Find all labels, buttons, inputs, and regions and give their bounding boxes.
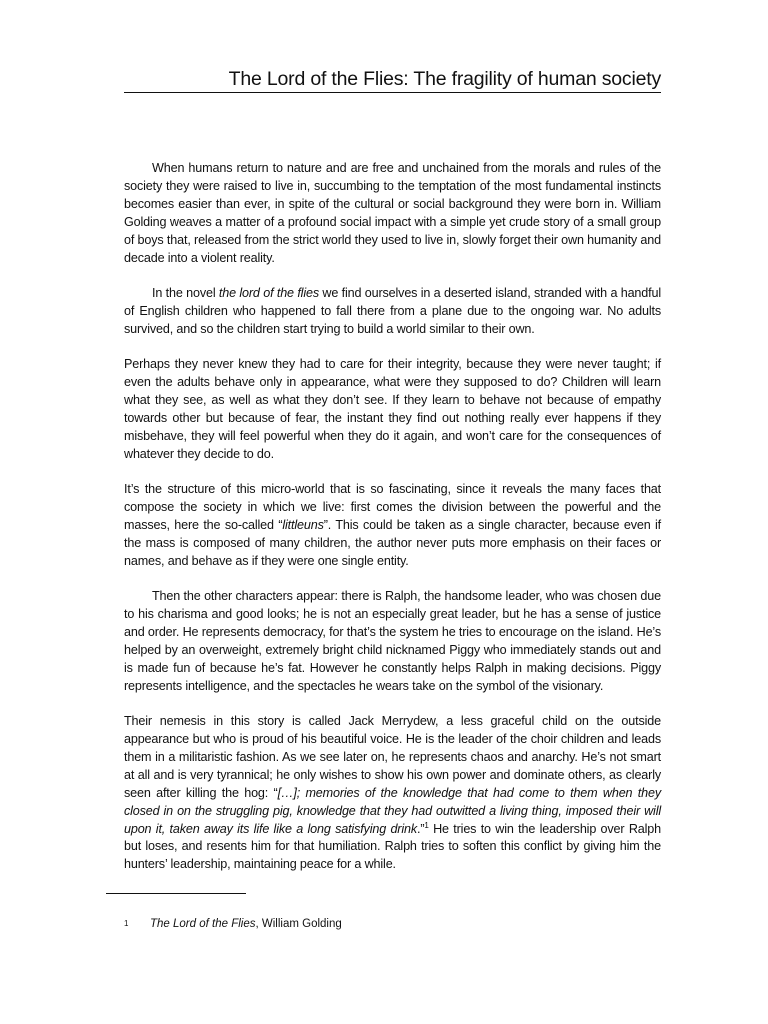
quotation-italic: […]; memories of the knowledge that had come to them when they closed in on the struggling pig, knowledge that they had outwitted a living thing, imposed their will upon it, taken away its life like a long satisfying drink [124, 785, 661, 836]
paragraph-2 [124, 285, 661, 339]
footnote-book-title: The Lord of the Flies [150, 918, 256, 930]
paragraph-4-rest: ”. This could be taken as a single character, because even if the mass is composed of many children, the author never puts more emphasis on their faces or names, and behave as if they were one single entity. [124, 517, 662, 568]
littleuns-italic: littleuns [282, 517, 324, 532]
essay-body [124, 160, 661, 892]
paragraph-6-rest: He tries to win the leadership over Ralph but loses, and resents him for that humiliation. Ralph tries to soften this conflict by giving him the hunters’ leadership, maintaining peace for a while. [124, 821, 661, 872]
footnote-number: 1 [124, 919, 129, 928]
quotation-close: .” [417, 821, 425, 836]
paragraph-6-lead: Their nemesis in this story is called Jack Merrydew, a less graceful child on the outside appearance but who is proud of his beautiful voice. He is the leader of the choir children and leads them in a militaristic fashion. As we see later on, he represents chaos and anarchy. He’s not smart at all and is very tyrannical; he only wishes to show his own power and dominate others, as clearly seen after killing the hog: “ [124, 714, 661, 800]
footnote-reference[interactable]: 1 [424, 820, 429, 830]
paragraph-2-rest: we find ourselves in a deserted island, stranded with a handful of English children who happened to fall there from a plane due to the ongoing war. No adults survived, and so the children start trying to build a world similar to their own. [124, 285, 661, 336]
novel-title-italic: the lord of the flies [218, 285, 319, 300]
paragraph-6 [124, 713, 661, 874]
footnote [124, 916, 342, 932]
paragraph-5: Then the other characters appear: there is Ralph, the handsome leader, who was chosen due to his charisma and good looks; he is not an especially great leader, but he has a sense of justice and order. He represents democracy, for that’s the system he tries to encourage on the island. He’s helped by an overweight, extremely bright child nicknamed Piggy who immediately stands out and is made fun of because he’s fat. However he constantly helps Ralph in making decisions. Piggy represents intelligence, and the spectacles he wears take on the symbol of the visionary. [124, 589, 661, 693]
footnote-author: , William Golding [255, 918, 342, 930]
paragraph-3: Perhaps they never knew they had to care for their integrity, because they were never taught; if even the adults behave only in appearance, what were they supposed to do? Children will learn what they see, as well as what they don’t see. If they learn to behave not because of empathy towards other but because of fear, the instant they find out nothing really ever happens if they misbehave, they will feel powerful when they do it again, and won’t care for the consequences of whatever they decide to do. [124, 357, 661, 461]
footnote-separator [106, 893, 246, 894]
paragraph-2-lead: In the novel [152, 285, 219, 300]
paragraph-4-lead: It’s the structure of this micro-world that is so fascinating, since it reveals the many faces that compose the society in which we live: first comes the division between the powerful and the masses, here the so-called “ [124, 482, 661, 532]
paragraph-4 [124, 481, 661, 571]
page-title: The Lord of the Flies: The fragility of human society [124, 66, 661, 93]
paragraph-1: When humans return to nature and are free and unchained from the morals and rules of the society they were raised to live in, succumbing to the temptation of the most fundamental instincts becomes easier than ever, in spite of the cultural or social background they were born in. William Golding weaves a matter of a profound social impact with a simple yet crude story of a small group of boys that, released from the strict world they used to live in, slowly forget their own humanity and decade into a violent reality. [124, 161, 661, 265]
